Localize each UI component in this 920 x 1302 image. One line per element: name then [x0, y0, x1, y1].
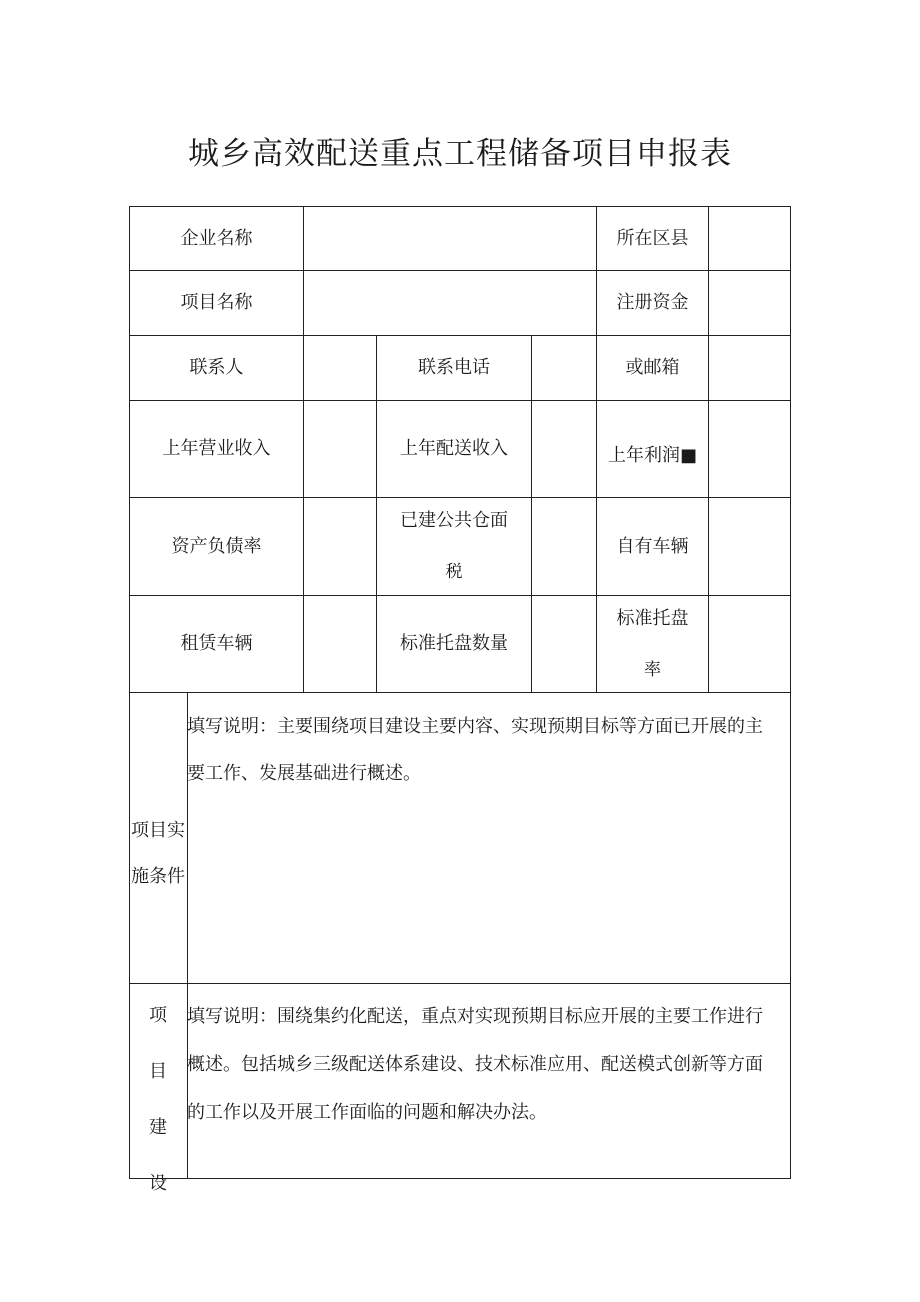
- label-email: 或邮箱: [625, 357, 680, 378]
- input-public-warehouse-area[interactable]: [532, 498, 596, 595]
- label-last-year-profit: 上年利润■: [607, 445, 697, 466]
- row-divider: [129, 692, 791, 693]
- label-own-vehicles: 自有车辆: [616, 535, 689, 557]
- input-last-year-revenue[interactable]: [304, 401, 376, 497]
- input-registered-capital[interactable]: [709, 271, 790, 335]
- label-char: 建: [149, 1117, 167, 1138]
- input-email[interactable]: [709, 336, 790, 400]
- label-contact-person: 联系人: [189, 357, 244, 378]
- label-standard-pallet-count: 标准托盘数量: [400, 633, 508, 654]
- label-leased-vehicles: 租赁车辆: [180, 633, 253, 654]
- label-char: 目: [149, 1061, 167, 1082]
- input-contact-person[interactable]: [304, 336, 376, 400]
- label-line: 施条件: [131, 866, 185, 887]
- label-standard-pallet-rate: [597, 596, 708, 692]
- row-divider: [129, 983, 791, 984]
- label-last-year-revenue: 上年营业收入: [162, 438, 271, 459]
- label-char: 项: [149, 1005, 167, 1026]
- label-project-name: 项目名称: [180, 292, 253, 313]
- input-last-year-profit[interactable]: [709, 401, 790, 497]
- input-company-name[interactable]: [304, 207, 596, 270]
- input-last-year-delivery-revenue[interactable]: [532, 401, 596, 497]
- project-construction-area[interactable]: [187, 993, 791, 1177]
- fill-instruction-line: 填写说明：围绕集约化配送，重点对实现预期目标应开展的主要工作进行: [187, 1006, 763, 1027]
- input-district[interactable]: [709, 207, 790, 270]
- label-line: 率: [644, 659, 661, 680]
- label-line: 项目实: [131, 820, 185, 841]
- fill-instruction-line: 概述。包括城乡三级配送体系建设、技术标准应用、配送模式创新等方面: [187, 1054, 763, 1075]
- input-standard-pallet-rate[interactable]: [709, 596, 790, 692]
- label-public-warehouse-area: [377, 498, 531, 595]
- fill-instruction-line: 填写说明：主要围绕项目建设主要内容、实现预期目标等方面已开展的主: [187, 716, 763, 737]
- section-label-project-construction: [129, 988, 187, 1212]
- label-debt-ratio: 资产负债率: [171, 535, 262, 557]
- input-debt-ratio[interactable]: [304, 498, 376, 595]
- input-leased-vehicles[interactable]: [304, 596, 376, 692]
- label-registered-capital: 注册资金: [616, 292, 689, 313]
- implementation-conditions-area[interactable]: [187, 703, 791, 979]
- fill-instruction-line: 要工作、发展基础进行概述。: [187, 763, 421, 784]
- label-line: 标准托盘: [616, 607, 689, 629]
- input-project-name[interactable]: [304, 271, 596, 335]
- input-standard-pallet-count[interactable]: [532, 596, 596, 692]
- input-own-vehicles[interactable]: [709, 498, 790, 595]
- label-company-name: 企业名称: [180, 227, 253, 249]
- input-contact-phone[interactable]: [532, 336, 596, 400]
- label-contact-phone: 联系电话: [418, 357, 490, 378]
- section-label-implementation-conditions: [129, 808, 187, 900]
- label-line: 已建公共仓面: [400, 510, 508, 531]
- label-line: 税: [445, 562, 463, 582]
- label-last-year-delivery-revenue: 上年配送收入: [400, 438, 508, 459]
- page-title: 城乡高效配送重点工程储备项目申报表: [188, 136, 732, 172]
- label-char: 设: [149, 1173, 167, 1194]
- label-district: 所在区县: [616, 227, 689, 249]
- fill-instruction-line: 的工作以及开展工作面临的问题和解决办法。: [187, 1102, 547, 1123]
- table-border-bottom: [129, 1178, 791, 1179]
